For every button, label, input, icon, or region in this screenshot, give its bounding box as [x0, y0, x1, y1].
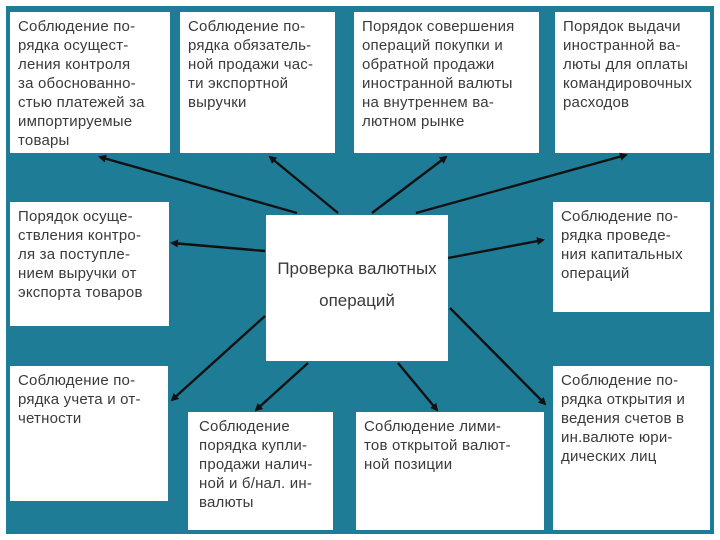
box-currency-purchase-operations: Порядок совершения операций покупки и обратной продажи иностранной валюты на внутреннем ва- лютном рынке — [354, 12, 539, 153]
arrow-to-export-proceeds-sale — [270, 157, 338, 213]
arrow-to-export-proceeds-control — [172, 243, 265, 251]
arrow-to-accounting-reporting — [172, 316, 265, 400]
arrow-to-currency-purchase — [372, 157, 446, 213]
box-export-proceeds-sale: Соблюдение по- рядка обязатель- ной продажи час- ти экспортной выручки — [180, 12, 335, 153]
box-export-proceeds-control: Порядок осуще- ствления контро- ля за поступле- нием выручки от экспорта товаров — [10, 202, 169, 326]
arrow-to-cash-noncash-trade — [256, 363, 308, 410]
box-legal-entity-currency-accounts: Соблюдение по- рядка открытия и ведения счетов в ин.валюте юри- дических лиц — [553, 366, 710, 530]
box-travel-expenses-currency: Порядок выдачи иностранной ва- люты для оплаты командировочных расходов — [555, 12, 710, 153]
arrow-to-capital-operations — [448, 240, 543, 258]
box-cash-noncash-currency-trade: Соблюдение порядка купли- продажи налич- ной и б/нал. ин- валюты — [188, 412, 333, 530]
arrow-to-travel-expenses — [416, 155, 626, 213]
arrow-to-legal-entity-accounts — [450, 308, 545, 404]
center-title-line1: Проверка валютных — [277, 259, 437, 278]
box-import-payments-control: Соблюдение по- рядка осущест- ления контроля за обоснованно- стью платежей за импортируемые товары — [10, 12, 170, 153]
box-capital-operations: Соблюдение по- рядка проведе- ния капитальных операций — [553, 202, 710, 312]
box-accounting-reporting: Соблюдение по- рядка учета и от- четности — [10, 366, 168, 501]
arrow-to-import-payments — [100, 157, 297, 213]
center-title-line2: операций — [319, 291, 395, 310]
arrow-to-open-position-limits — [398, 363, 437, 410]
box-open-currency-position-limits: Соблюдение лими- тов открытой валют- ной позиции — [356, 412, 544, 530]
